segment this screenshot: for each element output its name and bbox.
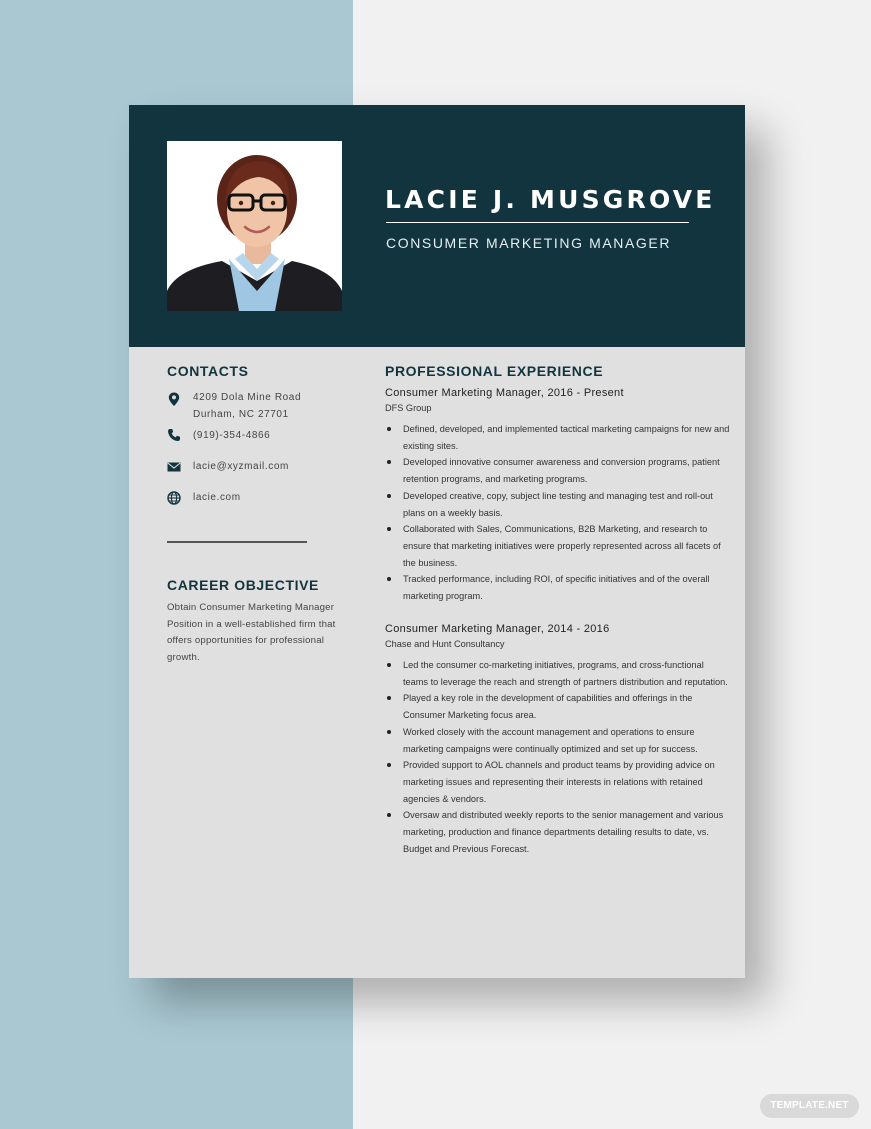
contact-address [167,390,357,424]
job-entry-1 [385,386,730,605]
resume-header [129,105,745,347]
job-company: DFS Group [385,403,432,413]
list-item: Oversaw and distributed weekly reports to the senior management and various marketing, production and finance departments detailing results to date, vs. Budget and Previous Forecast. [385,807,730,857]
list-item: Worked closely with the account management and operations to ensure marketing campaigns were continually optimized and set up for success. [385,724,730,757]
job-heading: Consumer Marketing Manager, 2014 - 2016 [385,623,610,635]
website-text: lacie.com [193,492,241,503]
candidate-name: LACIE J. MUSGROVE [385,185,716,214]
list-item: Defined, developed, and implemented tactical marketing campaigns for new and existing sites. [385,421,730,454]
experience-heading: PROFESSIONAL EXPERIENCE [385,363,604,379]
portrait-illustration [167,141,342,311]
email-text: lacie@xyzmail.com [193,461,289,472]
list-item: Collaborated with Sales, Communications, B2B Marketing, and research to ensure that marketing initiatives were properly represented across all facets of the business. [385,521,730,571]
career-objective-heading: CAREER OBJECTIVE [167,577,319,593]
contacts-divider [167,541,307,543]
address-text [193,390,301,423]
profile-photo [167,141,342,311]
job-entry-2 [385,622,730,857]
job-heading: Consumer Marketing Manager, 2016 - Present [385,387,624,399]
contact-phone [167,428,357,446]
watermark-badge: TEMPLATE.NET [760,1094,859,1118]
list-item: Played a key role in the development of capabilities and offerings in the Consumer Marketing focus area. [385,690,730,723]
address-line-1: 4209 Dola Mine Road [193,392,302,403]
job-bullets [385,657,730,857]
list-item: Led the consumer co-marketing initiatives, programs, and cross-functional teams to leverage the reach and strength of partners distribution and reputation. [385,657,730,690]
list-item: Tracked performance, including ROI, of specific initiatives and of the overall marketing program. [385,571,730,604]
envelope-icon [167,460,181,474]
contacts-heading: CONTACTS [167,363,249,379]
list-item: Developed creative, copy, subject line testing and managing test and roll-out plans on a weekly basis. [385,488,730,521]
name-underline [386,222,689,223]
contact-email [167,459,357,477]
phone-text: (919)-354-4866 [193,430,271,441]
phone-icon [167,428,181,442]
list-item: Provided support to AOL channels and product teams by providing advice on marketing issues and representing their interests in relations with retained agencies & vendors. [385,757,730,807]
candidate-title: CONSUMER MARKETING MANAGER [386,235,672,251]
location-pin-icon [167,391,181,407]
address-line-2: Durham, NC 27701 [193,408,289,420]
career-objective-text: Obtain Consumer Marketing Manager Position in a well-established firm that offers opportunities for professional growth. [167,602,336,664]
contact-website [167,490,357,508]
globe-icon [167,491,181,505]
resume-sheet [129,105,745,978]
job-bullets [385,421,730,605]
job-company: Chase and Hunt Consultancy [385,639,505,649]
list-item: Developed innovative consumer awareness and conversion programs, patient retention programs, and marketing programs. [385,454,730,487]
